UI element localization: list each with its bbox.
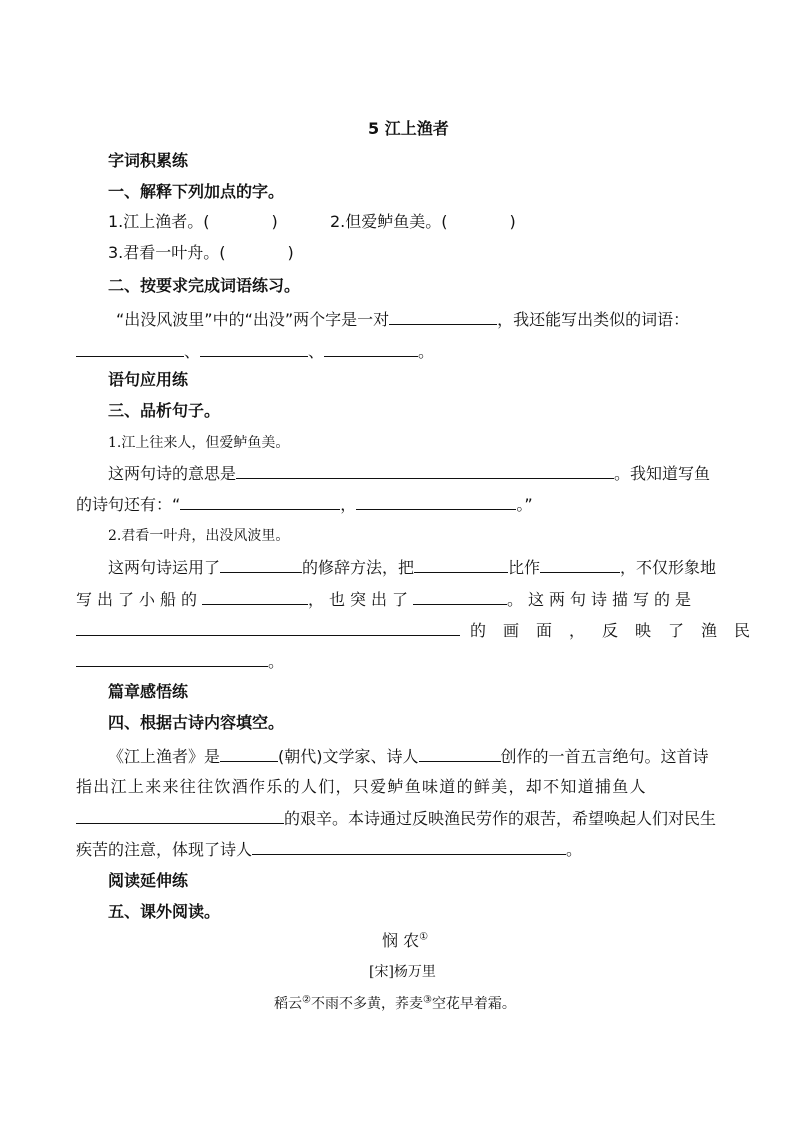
question-5-title: 五、课外阅读。 (108, 902, 221, 921)
q4-l4-text-a: 疾苦的注意，体现了诗人 (76, 840, 253, 859)
q4-line-3 (76, 808, 716, 829)
similar-word-blank-2[interactable] (200, 341, 308, 357)
section-heading-chapter: 篇章感悟练 (108, 682, 189, 701)
q3-line-6 (76, 651, 284, 672)
question-2-line-2 (76, 341, 434, 362)
question-2-title: 二、按要求完成词语练习。 (108, 276, 301, 295)
fishermen-blank[interactable] (76, 651, 268, 667)
poem-author: [宋]杨万里 (369, 964, 436, 980)
verse-1-part-a: 稻云 (274, 996, 302, 1012)
compared-to-blank[interactable] (540, 557, 620, 573)
item-1-text: 1.江上渔者。( (108, 212, 210, 231)
q3-line-4 (76, 589, 718, 610)
poem-title-footnote[interactable]: ① (419, 931, 429, 943)
question-1-item-3 (108, 243, 294, 263)
q2-line1-text-b: ，我还能写出类似的词语： (497, 310, 690, 329)
q4-line-2: 指出江上来来往往饮酒作乐的人们，只爱鲈鱼味道的鲜美，却不知道捕鱼人 (76, 777, 647, 796)
section-heading-vocabulary: 字词积累练 (108, 151, 189, 170)
q4-line-4 (76, 839, 582, 860)
q4-l1-text-c: 创作的一首五言绝句。这首诗 (500, 747, 709, 766)
poet-blank[interactable] (419, 746, 501, 762)
verse-1-part-b: 不雨不多黄，荞麦 (310, 996, 423, 1012)
q4-l1-text-a: 《江上渔者》是 (108, 747, 221, 766)
question-2-line-1 (116, 309, 689, 330)
q3-line-3 (108, 557, 716, 578)
q3-l4-text-c: 。这两句诗描写的是 (507, 590, 697, 609)
q4-l4-end: 。 (566, 840, 583, 859)
q3-l3-text-d: ，不仅形象地 (620, 558, 717, 577)
sep-2: 、 (308, 342, 325, 361)
q3-line-2 (76, 494, 533, 515)
poem-verse-1 (274, 994, 516, 1014)
question-1-item-1 (108, 212, 278, 232)
q3-l3-text-a: 这两句诗运用了 (108, 558, 221, 577)
item-2-text: 2.但爱鲈鱼美。( (330, 212, 448, 231)
item-3-close: ) (287, 243, 294, 262)
antonym-blank[interactable] (389, 309, 497, 325)
page-title: 5 江上渔者 (368, 119, 449, 138)
q2-line1-text-a: “出没风波里”中的“出没”两个字是一对 (116, 310, 390, 329)
q3-l3-text-b: 的修辞方法，把 (302, 558, 415, 577)
compared-object-blank[interactable] (414, 557, 508, 573)
footnote-3[interactable]: ③ (422, 994, 432, 1006)
q3-l4-text-a: 写出了小船的 (76, 590, 203, 609)
poem-line-1: 1.江上往来人，但爱鲈鱼美。 (108, 435, 290, 451)
q3-l4-text-b: ，也突出了 (308, 590, 414, 609)
fish-poem-blank-2[interactable] (356, 494, 516, 510)
q3-line-5 (76, 620, 767, 641)
item-2-close: ) (509, 212, 516, 231)
rhetoric-blank[interactable] (220, 557, 302, 573)
verse-1-part-c: 空花早着霜。 (431, 996, 516, 1012)
poem-title-text: 悯 农 (382, 931, 420, 950)
q3-l2-text-a: 的诗句还有：“ (76, 495, 181, 514)
poem-title (382, 931, 428, 951)
q3-l2-comma: ， (340, 495, 357, 514)
q3-l6-end: 。 (268, 652, 285, 671)
q3-l2-end: 。” (516, 495, 533, 514)
q3-l1-text-a: 这两句诗的意思是 (108, 464, 237, 483)
q4-l1-text-b: (朝代)文学家、诗人 (278, 747, 419, 766)
meaning-blank[interactable] (236, 463, 614, 479)
hardship-blank[interactable] (76, 808, 284, 824)
item-1-close: ) (271, 212, 278, 231)
poet-feeling-blank[interactable] (252, 839, 566, 855)
scene-blank[interactable] (76, 620, 460, 636)
similar-word-blank-3[interactable] (324, 341, 418, 357)
question-4-title: 四、根据古诗内容填空。 (108, 713, 285, 732)
similar-word-blank-1[interactable] (76, 341, 184, 357)
highlight-blank[interactable] (413, 589, 507, 605)
item-3-text: 3.君看一叶舟。( (108, 243, 226, 262)
q3-line-1 (108, 463, 710, 484)
boat-feature-blank[interactable] (202, 589, 308, 605)
q3-l3-text-c: 比作 (508, 558, 541, 577)
question-3-title: 三、品析句子。 (108, 401, 221, 420)
section-heading-sentence: 语句应用练 (108, 370, 189, 389)
section-heading-reading: 阅读延伸练 (108, 871, 189, 890)
poem-line-2: 2.君看一叶舟，出没风波里。 (108, 528, 290, 544)
fish-poem-blank-1[interactable] (180, 494, 340, 510)
dynasty-blank[interactable] (220, 746, 278, 762)
sep-1: 、 (184, 342, 201, 361)
q4-l3-text: 的艰辛。本诗通过反映渔民劳作的艰苦，希望唤起人们对民生 (284, 809, 717, 828)
q4-line-1 (108, 746, 709, 767)
q3-l1-text-b: 。我知道写鱼 (614, 464, 711, 483)
q3-l5-text: 的画面，反映了渔民 (470, 621, 768, 640)
footnote-2[interactable]: ② (302, 994, 311, 1006)
question-1-title: 一、解释下列加点的字。 (108, 182, 285, 201)
question-1-item-2 (330, 212, 516, 232)
q2-end: 。 (418, 342, 435, 361)
